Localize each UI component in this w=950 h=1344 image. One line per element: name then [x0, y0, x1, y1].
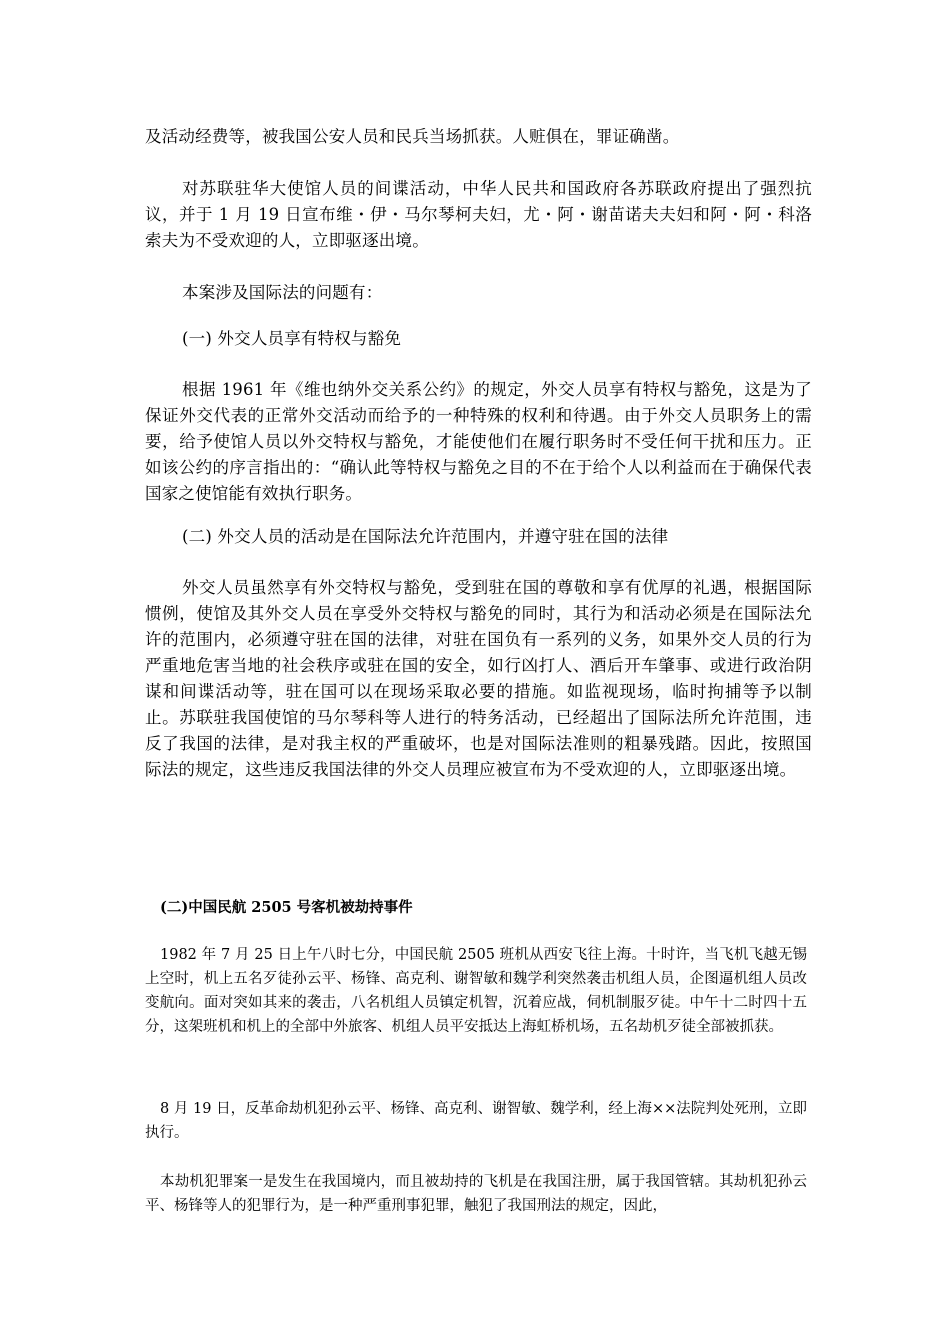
subheading-respect-host-law — [145, 524, 812, 550]
paragraph-text: 对苏联驻华大使馆人员的间谍活动，中华人民共和国政府各苏联政府提出了强烈抗议，并于 1 月 19 日宣布维・伊・马尔琴柯夫妇，尤・阿・谢苗诺夫夫妇和阿・阿・科洛索夫为不受欢迎的人，立即驱逐出境。 — [145, 179, 812, 250]
paragraph-sentence — [145, 1097, 807, 1145]
paragraph-issues-intro — [145, 280, 812, 306]
paragraph-text: 8 月 19 日，反革命劫机犯孙云平、杨锋、高克利、谢智敏、魏学利，经上海××法院判处死刑，立即执行。 — [145, 1101, 807, 1141]
subheading-privileges-immunities — [145, 326, 812, 352]
paragraph-protest-expulsion — [145, 176, 812, 254]
paragraph-jurisdiction — [145, 1170, 807, 1218]
paragraph-text: 外交人员虽然享有外交特权与豁免，受到驻在国的尊敬和享有优厚的礼遇，根据国际惯例，使馆及其外交人员在享受外交特权与豁免的同时，其行为和活动必须是在国际法允许的范围内，必须遵守驻在国的法律，对驻在国负有一系列的义务，如果外交人员的行为严重地危害当地的社会秩序或驻在国的安全，如行凶打人、酒后开车肇事、或进行政治阴谋和间谍活动等，驻在国可以在现场采取必要的措施。如监视现场，临时拘捕等予以制止。苏联驻我国使馆的马尔琴科等人进行的特务活动，已经超出了国际法所允许范围，违反了我国的法律，是对我主权的严重破坏，也是对国际法准则的粗暴残踏。因此，按照国际法的规定，这些违反我国法律的外交人员理应被宣布为不受欢迎的人，立即驱逐出境。 — [145, 578, 812, 779]
section-title-hijacking: (二)中国民航 2505 号客机被劫持事件 — [160, 899, 413, 916]
subheading-text: (二) 外交人员的活动是在国际法允许范围内，并遵守驻在国的法律 — [182, 527, 669, 546]
paragraph-text: 本案涉及国际法的问题有： — [182, 283, 383, 302]
paragraph-diplomat-obligations — [145, 575, 812, 783]
paragraph-evidence-seized — [145, 124, 812, 150]
subheading-text: (一) 外交人员享有特权与豁免 — [182, 329, 402, 348]
paragraph-hijack-event — [145, 943, 807, 1039]
paragraph-text: 及活动经费等，被我国公安人员和民兵当场抓获。人赃俱在，罪证确凿。 — [145, 127, 680, 146]
paragraph-text: 1982 年 7 月 25 日上午八时七分，中国民航 2505 班机从西安飞往上海。十时许，当飞机飞越无锡上空时，机上五名歹徒孙云平、杨锋、高克利、谢智敏和魏学利突然袭击机组人员，企图逼机组人员改变航向。面对突如其来的袭击，八名机组人员镇定机智，沉着应战，伺机制服歹徒。中午十二时四十五分，这架班机和机上的全部中外旅客、机组人员平安抵达上海虹桥机场，五名劫机歹徒全部被抓获。 — [145, 947, 807, 1035]
paragraph-text: 本劫机犯罪案一是发生在我国境内，而且被劫持的飞机是在我国注册，属于我国管辖。其劫机犯孙云平、杨锋等人的犯罪行为，是一种严重刑事犯罪，触犯了我国刑法的规定，因此， — [145, 1174, 807, 1214]
paragraph-vienna-convention — [145, 377, 812, 507]
paragraph-text: 根据 1961 年《维也纳外交关系公约》的规定，外交人员享有特权与豁免，这是为了保证外交代表的正常外交活动而给予的一种特殊的权利和待遇。由于外交人员职务上的需要，给予使馆人员以外交特权与豁免，才能使他们在履行职务时不受任何干扰和压力。正如该公约的序言指出的：“确认此等特权与豁免之目的不在于给个人以利益而在于确保代表国家之使馆能有效执行职务。 — [145, 380, 812, 503]
